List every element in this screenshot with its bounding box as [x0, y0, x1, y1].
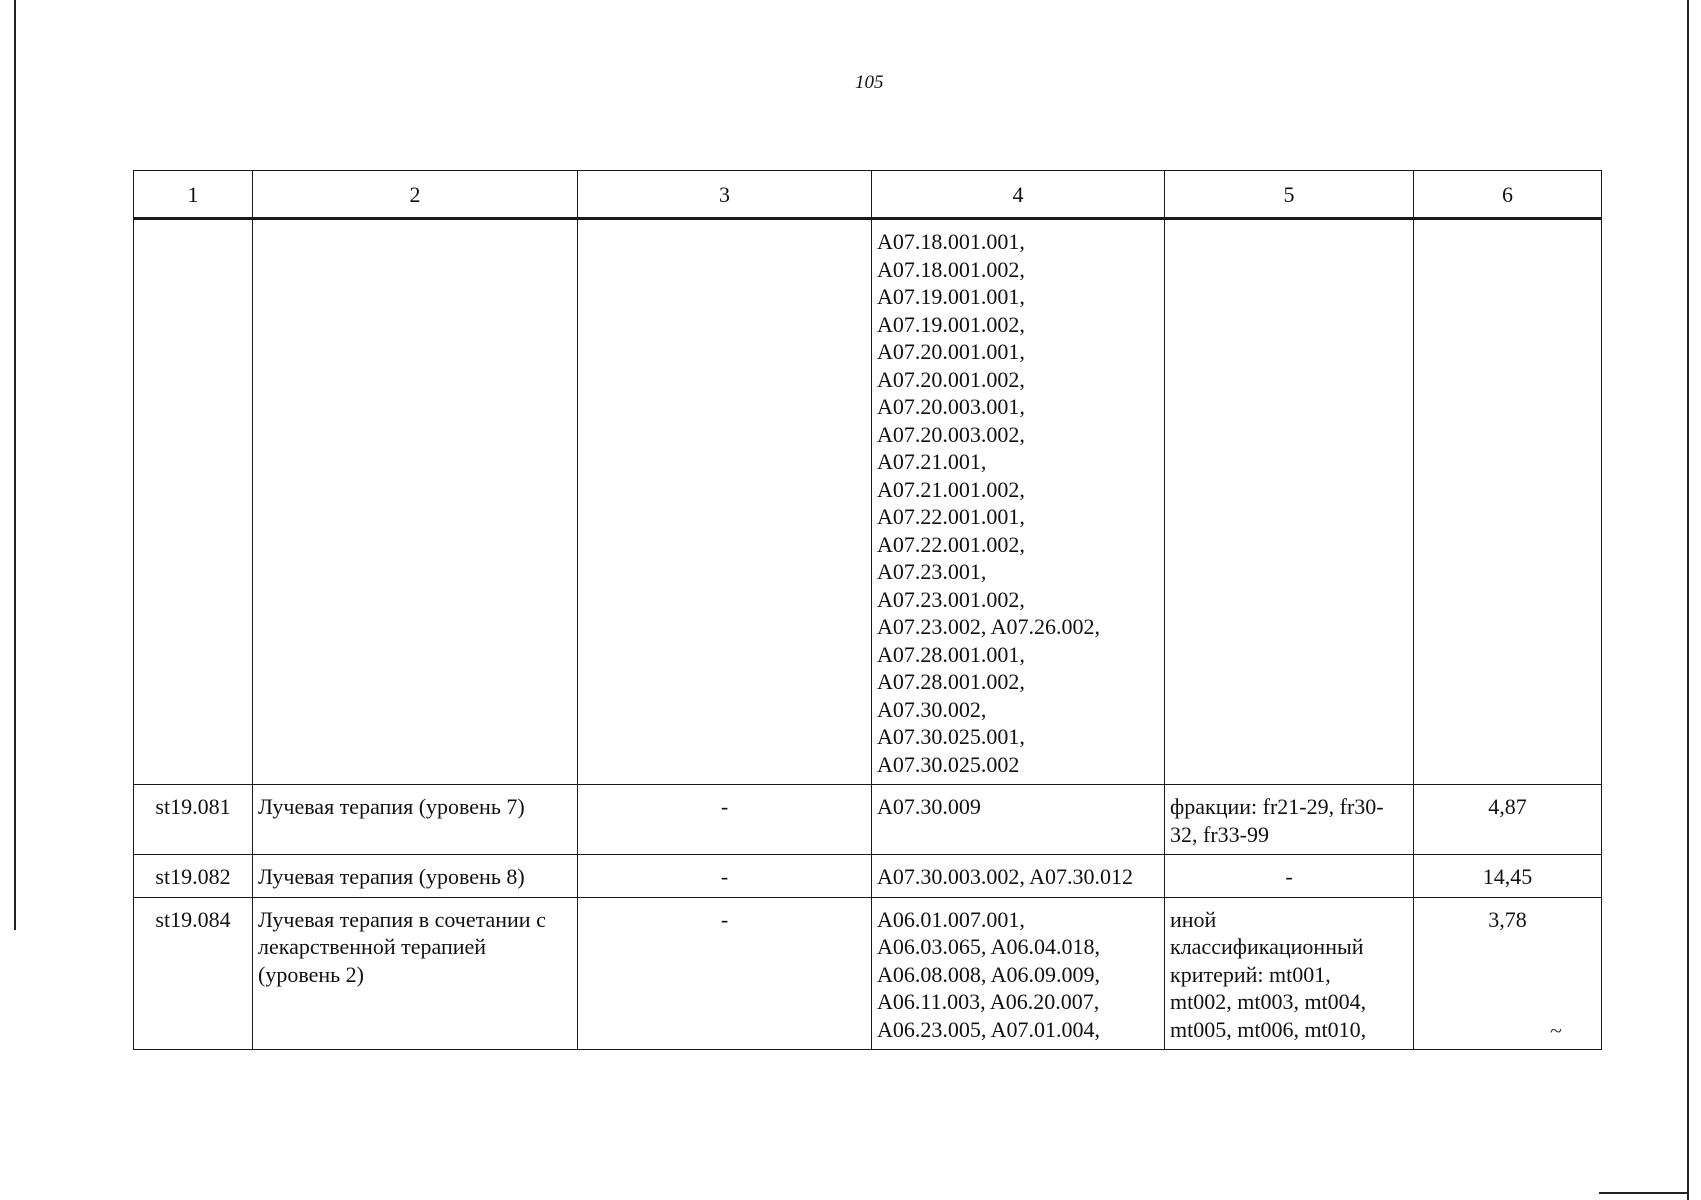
- cell-criteria: [1165, 219, 1414, 785]
- cell-codes: [872, 897, 1165, 1050]
- code-line: A07.20.001.002,: [877, 366, 1025, 392]
- header-col-3: 3: [578, 171, 872, 219]
- code-line: A07.23.001,: [877, 559, 987, 584]
- tariff-table: [133, 170, 1602, 1050]
- scan-edge-right: [1687, 0, 1689, 1200]
- code-line: A07.18.001.002,: [877, 256, 1025, 282]
- cell-code: st19.082: [134, 855, 253, 898]
- code-line: A07.30.009: [877, 794, 981, 819]
- cell-coefficient: 14,45: [1414, 855, 1602, 898]
- code-line: A07.18.001.001,: [877, 229, 1025, 254]
- cell-name: Лучевая терапия (уровень 8): [253, 855, 578, 898]
- criteria-line: mt002, mt003, mt004,: [1170, 989, 1367, 1014]
- criteria-line: критерий: mt001,: [1170, 961, 1331, 987]
- code-line: A07.23.002, A07.26.002,: [877, 614, 1101, 639]
- code-line: A07.20.003.002,: [877, 421, 1025, 447]
- criteria-line: 32, fr33-99: [1170, 821, 1269, 847]
- criteria-line: -: [1285, 864, 1293, 889]
- table-row: [134, 855, 1602, 898]
- header-col-2: 2: [253, 171, 578, 219]
- cell-code: [134, 219, 253, 785]
- cell-coefficient: 4,87: [1414, 785, 1602, 855]
- table-row-continuation: [134, 219, 1602, 785]
- code-line: A07.30.003.002, A07.30.012: [877, 864, 1134, 889]
- table-row: [134, 785, 1602, 855]
- cell-codes: [872, 219, 1165, 785]
- header-col-1: 1: [134, 171, 253, 219]
- cell-col3: -: [578, 897, 872, 1050]
- code-line: A06.01.007.001,: [877, 906, 1025, 932]
- header-col-5: 5: [1165, 171, 1414, 219]
- cell-col3: -: [578, 855, 872, 898]
- cell-coefficient: [1414, 219, 1602, 785]
- scan-edge-left: [14, 0, 16, 930]
- cell-col3: [578, 219, 872, 785]
- header-row: [134, 171, 1602, 219]
- cell-codes: [872, 785, 1165, 855]
- scan-mark: ~: [1550, 1018, 1562, 1043]
- cell-criteria: [1165, 897, 1414, 1050]
- code-line: A06.08.008, A06.09.009,: [877, 961, 1101, 987]
- code-line: A07.30.002,: [877, 696, 987, 722]
- code-line: A06.23.005, A07.01.004,: [877, 1016, 1101, 1042]
- table-row: [134, 897, 1602, 1050]
- code-line: A07.30.025.002: [877, 751, 1020, 777]
- page-number: 105: [855, 72, 884, 93]
- code-line: A07.19.001.001,: [877, 284, 1025, 309]
- cell-name: Лучевая терапия (уровень 7): [253, 785, 578, 855]
- code-line: A07.21.001,: [877, 449, 987, 474]
- cell-criteria: [1165, 785, 1414, 855]
- code-line: A07.22.001.002,: [877, 531, 1025, 557]
- code-line: A07.20.003.001,: [877, 394, 1025, 419]
- cell-criteria: [1165, 855, 1414, 898]
- scan-edge-bottom: [1599, 1192, 1689, 1194]
- code-line: A07.28.001.002,: [877, 669, 1025, 694]
- cell-name: [253, 897, 578, 1050]
- name-text: Лучевая терапия в сочетании с лекарственной терапией (уровень 2): [258, 906, 546, 987]
- code-line: A06.11.003, A06.20.007,: [877, 989, 1100, 1014]
- criteria-line: фракции: fr21-29, fr30-: [1170, 794, 1384, 819]
- header-col-6: 6: [1414, 171, 1602, 219]
- code-line: A07.30.025.001,: [877, 724, 1025, 749]
- criteria-line: иной: [1170, 906, 1217, 932]
- cell-name: [253, 219, 578, 785]
- code-line: A07.28.001.001,: [877, 641, 1025, 667]
- code-line: A07.22.001.001,: [877, 504, 1025, 529]
- header-col-4: 4: [872, 171, 1165, 219]
- cell-col3: -: [578, 785, 872, 855]
- cell-coefficient: 3,78: [1414, 897, 1602, 1050]
- cell-code: st19.081: [134, 785, 253, 855]
- code-line: A07.21.001.002,: [877, 476, 1025, 502]
- cell-code: st19.084: [134, 897, 253, 1050]
- criteria-line: классификационный: [1170, 934, 1364, 959]
- code-line: A06.03.065, A06.04.018,: [877, 934, 1101, 959]
- cell-codes: [872, 855, 1165, 898]
- code-line: A07.19.001.002,: [877, 311, 1025, 337]
- code-line: A07.23.001.002,: [877, 586, 1025, 612]
- criteria-line: mt005, mt006, mt010,: [1170, 1016, 1367, 1042]
- code-line: A07.20.001.001,: [877, 339, 1025, 364]
